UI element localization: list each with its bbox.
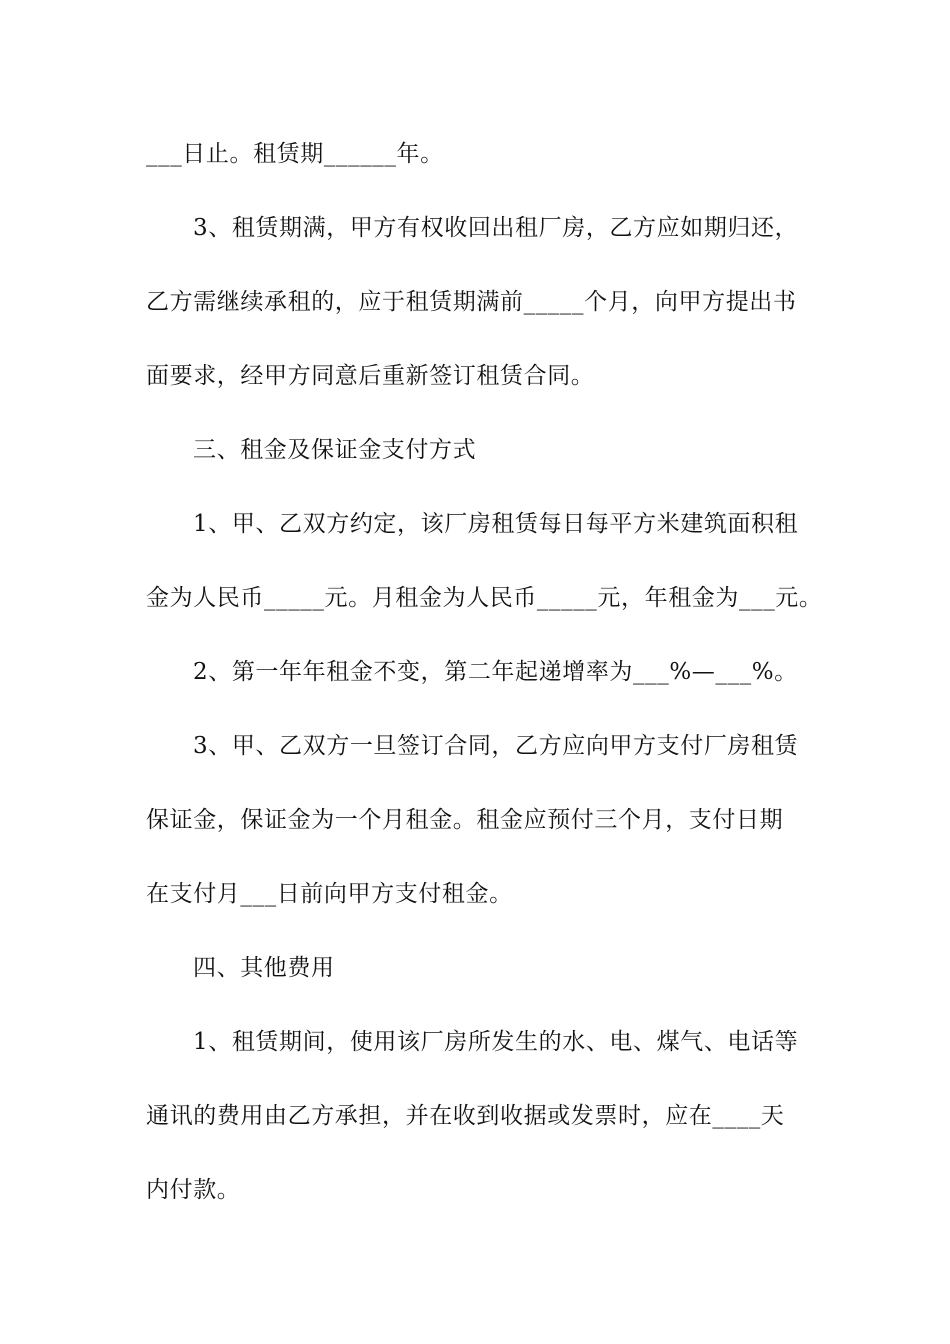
text-line-deposit-clause-end: 在支付月___日前向甲方支付租金。 (146, 881, 513, 907)
text-line-clause-3-end: 面要求，经甲方同意后重新签订租赁合同。 (146, 363, 595, 389)
section-heading-other-fees: 四、其他费用 (193, 955, 335, 981)
text-line-deposit-clause-middle: 保证金，保证金为一个月租金。租金应预付三个月，支付日期 (146, 807, 784, 833)
text-line-deposit-clause-start: 3、甲、乙双方一旦签订合同，乙方应向甲方支付厂房租赁 (193, 733, 799, 759)
text-line-fees-clause-start: 1、租赁期间，使用该厂房所发生的水、电、煤气、电话等 (193, 1029, 799, 1055)
text-line-rent-clause-1: 1、甲、乙双方约定，该厂房租赁每日每平方米建筑面积租 (193, 511, 799, 537)
text-line-fees-clause-middle: 通讯的费用由乙方承担，并在收到收据或发票时，应在____天 (146, 1103, 785, 1129)
text-line-rent-amounts: 金为人民币_____元。月租金为人民币_____元，年租金为___元。 (146, 585, 823, 611)
text-line-rent-increase: 2、第一年年租金不变，第二年起递增率为___%—___%。 (193, 659, 798, 685)
text-line-clause-3-start: 3、租赁期满，甲方有权收回出租厂房，乙方应如期归还， (193, 215, 799, 241)
text-line-fees-clause-end: 内付款。 (146, 1177, 241, 1203)
text-line-clause-3-renewal: 乙方需继续承租的，应于租赁期满前_____个月，向甲方提出书 (146, 289, 797, 315)
section-heading-rent-deposit: 三、租金及保证金支付方式 (193, 437, 477, 463)
text-line-lease-term-end: ___日止。租赁期______年。 (146, 141, 444, 167)
